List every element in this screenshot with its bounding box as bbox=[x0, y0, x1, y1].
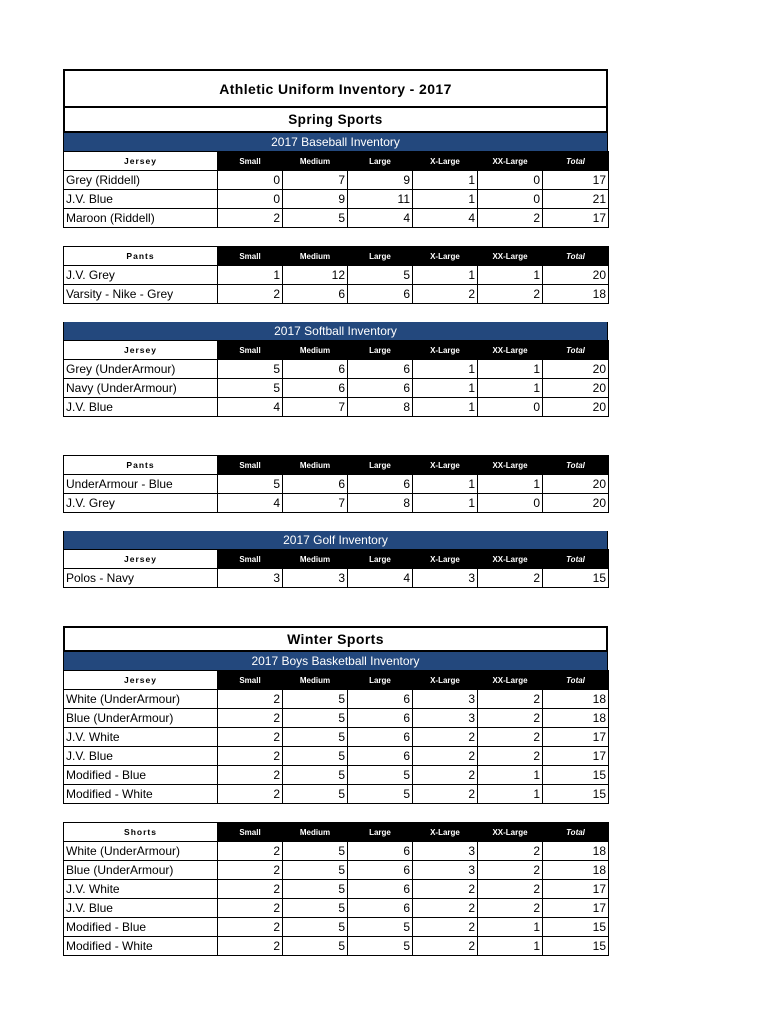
quantity-cell: 2 bbox=[413, 937, 478, 956]
quantity-cell: 6 bbox=[348, 360, 413, 379]
quantity-cell: 2 bbox=[413, 728, 478, 747]
total-cell: 17 bbox=[543, 747, 609, 766]
inventory-sheet bbox=[63, 69, 608, 956]
table-row bbox=[64, 398, 609, 417]
size-column-header: Medium bbox=[283, 152, 348, 171]
quantity-cell: 1 bbox=[218, 266, 283, 285]
quantity-cell: 1 bbox=[478, 475, 543, 494]
quantity-cell: 6 bbox=[348, 285, 413, 304]
quantity-cell: 8 bbox=[348, 398, 413, 417]
table-row bbox=[64, 899, 609, 918]
quantity-cell: 2 bbox=[218, 766, 283, 785]
quantity-cell: 5 bbox=[218, 475, 283, 494]
quantity-cell: 8 bbox=[348, 494, 413, 513]
quantity-cell: 5 bbox=[348, 785, 413, 804]
quantity-cell: 2 bbox=[218, 861, 283, 880]
quantity-cell: 1 bbox=[413, 266, 478, 285]
quantity-cell: 1 bbox=[413, 171, 478, 190]
quantity-cell: 9 bbox=[348, 171, 413, 190]
baseball-pants-table bbox=[63, 246, 609, 304]
quantity-cell: 3 bbox=[413, 690, 478, 709]
total-cell: 17 bbox=[543, 209, 609, 228]
quantity-cell: 1 bbox=[478, 266, 543, 285]
table-row bbox=[64, 861, 609, 880]
quantity-cell: 6 bbox=[348, 899, 413, 918]
quantity-cell: 2 bbox=[218, 728, 283, 747]
quantity-cell: 2 bbox=[413, 785, 478, 804]
item-column-header: Jersey bbox=[64, 152, 218, 171]
table-row bbox=[64, 266, 609, 285]
table-header-row bbox=[64, 823, 609, 842]
baseball-jersey-table bbox=[63, 151, 609, 228]
table-row bbox=[64, 766, 609, 785]
quantity-cell: 3 bbox=[283, 569, 348, 588]
total-cell: 15 bbox=[543, 785, 609, 804]
size-column-header: XX-Large bbox=[478, 341, 543, 360]
table-row bbox=[64, 785, 609, 804]
quantity-cell: 6 bbox=[283, 475, 348, 494]
size-column-header: Large bbox=[348, 152, 413, 171]
table-row bbox=[64, 360, 609, 379]
quantity-cell: 1 bbox=[478, 766, 543, 785]
quantity-cell: 5 bbox=[283, 709, 348, 728]
table-row bbox=[64, 918, 609, 937]
quantity-cell: 2 bbox=[478, 209, 543, 228]
size-column-header: X-Large bbox=[413, 823, 478, 842]
quantity-cell: 1 bbox=[478, 785, 543, 804]
table-row bbox=[64, 937, 609, 956]
quantity-cell: 4 bbox=[218, 398, 283, 417]
table-row bbox=[64, 690, 609, 709]
size-column-header: Total bbox=[543, 247, 609, 266]
quantity-cell: 6 bbox=[348, 475, 413, 494]
quantity-cell: 5 bbox=[283, 766, 348, 785]
quantity-cell: 2 bbox=[413, 880, 478, 899]
total-cell: 20 bbox=[543, 360, 609, 379]
table-row bbox=[64, 475, 609, 494]
size-column-header: Small bbox=[218, 550, 283, 569]
size-column-header: Small bbox=[218, 247, 283, 266]
size-column-header: XX-Large bbox=[478, 671, 543, 690]
item-name-cell: Varsity - Nike - Grey bbox=[64, 285, 218, 304]
item-name-cell: Blue (UnderArmour) bbox=[64, 861, 218, 880]
quantity-cell: 6 bbox=[348, 690, 413, 709]
total-cell: 17 bbox=[543, 171, 609, 190]
quantity-cell: 2 bbox=[413, 766, 478, 785]
item-name-cell: J.V. Blue bbox=[64, 398, 218, 417]
total-cell: 20 bbox=[543, 398, 609, 417]
quantity-cell: 2 bbox=[478, 899, 543, 918]
table-header-row bbox=[64, 341, 609, 360]
item-column-header: Jersey bbox=[64, 341, 218, 360]
quantity-cell: 2 bbox=[218, 842, 283, 861]
quantity-cell: 2 bbox=[218, 285, 283, 304]
item-name-cell: J.V. White bbox=[64, 728, 218, 747]
item-name-cell: J.V. Grey bbox=[64, 494, 218, 513]
size-column-header: X-Large bbox=[413, 550, 478, 569]
size-column-header: Small bbox=[218, 456, 283, 475]
table-row bbox=[64, 171, 609, 190]
basketball-shorts-table bbox=[63, 822, 609, 956]
total-cell: 17 bbox=[543, 728, 609, 747]
total-cell: 17 bbox=[543, 899, 609, 918]
item-name-cell: Grey (Riddell) bbox=[64, 171, 218, 190]
size-column-header: Small bbox=[218, 671, 283, 690]
item-name-cell: White (UnderArmour) bbox=[64, 842, 218, 861]
item-name-cell: Grey (UnderArmour) bbox=[64, 360, 218, 379]
item-name-cell: Blue (UnderArmour) bbox=[64, 709, 218, 728]
table-header-row bbox=[64, 247, 609, 266]
basketball-banner: 2017 Boys Basketball Inventory bbox=[63, 652, 608, 670]
quantity-cell: 2 bbox=[478, 861, 543, 880]
quantity-cell: 3 bbox=[218, 569, 283, 588]
quantity-cell: 6 bbox=[348, 880, 413, 899]
quantity-cell: 5 bbox=[348, 766, 413, 785]
quantity-cell: 5 bbox=[283, 747, 348, 766]
item-column-header: Jersey bbox=[64, 550, 218, 569]
table-header-row bbox=[64, 456, 609, 475]
size-column-header: Medium bbox=[283, 247, 348, 266]
quantity-cell: 2 bbox=[478, 842, 543, 861]
size-column-header: Medium bbox=[283, 671, 348, 690]
quantity-cell: 3 bbox=[413, 861, 478, 880]
quantity-cell: 6 bbox=[283, 379, 348, 398]
total-cell: 15 bbox=[543, 918, 609, 937]
size-column-header: Medium bbox=[283, 456, 348, 475]
quantity-cell: 2 bbox=[413, 918, 478, 937]
total-cell: 20 bbox=[543, 494, 609, 513]
item-name-cell: Modified - Blue bbox=[64, 766, 218, 785]
quantity-cell: 5 bbox=[283, 918, 348, 937]
quantity-cell: 5 bbox=[283, 899, 348, 918]
quantity-cell: 2 bbox=[218, 709, 283, 728]
quantity-cell: 11 bbox=[348, 190, 413, 209]
size-column-header: XX-Large bbox=[478, 823, 543, 842]
quantity-cell: 5 bbox=[283, 937, 348, 956]
quantity-cell: 1 bbox=[413, 360, 478, 379]
size-column-header: Small bbox=[218, 152, 283, 171]
table-row bbox=[64, 709, 609, 728]
size-column-header: Total bbox=[543, 823, 609, 842]
size-column-header: Medium bbox=[283, 550, 348, 569]
quantity-cell: 2 bbox=[413, 747, 478, 766]
quantity-cell: 7 bbox=[283, 494, 348, 513]
size-column-header: Total bbox=[543, 671, 609, 690]
size-column-header: Medium bbox=[283, 823, 348, 842]
size-column-header: X-Large bbox=[413, 341, 478, 360]
quantity-cell: 0 bbox=[478, 398, 543, 417]
softball-pants-table bbox=[63, 455, 609, 513]
quantity-cell: 2 bbox=[478, 880, 543, 899]
size-column-header: Small bbox=[218, 341, 283, 360]
quantity-cell: 5 bbox=[218, 379, 283, 398]
table-row bbox=[64, 209, 609, 228]
quantity-cell: 5 bbox=[283, 785, 348, 804]
quantity-cell: 1 bbox=[478, 918, 543, 937]
quantity-cell: 1 bbox=[413, 398, 478, 417]
table-row bbox=[64, 747, 609, 766]
quantity-cell: 5 bbox=[283, 842, 348, 861]
size-column-header: Large bbox=[348, 671, 413, 690]
quantity-cell: 5 bbox=[283, 880, 348, 899]
total-cell: 15 bbox=[543, 766, 609, 785]
quantity-cell: 1 bbox=[413, 475, 478, 494]
item-name-cell: White (UnderArmour) bbox=[64, 690, 218, 709]
table-row bbox=[64, 569, 609, 588]
item-name-cell: UnderArmour - Blue bbox=[64, 475, 218, 494]
total-cell: 18 bbox=[543, 861, 609, 880]
table-header-row bbox=[64, 550, 609, 569]
size-column-header: Large bbox=[348, 550, 413, 569]
page-title: Athletic Uniform Inventory - 2017 bbox=[63, 69, 608, 108]
size-column-header: Total bbox=[543, 152, 609, 171]
quantity-cell: 2 bbox=[218, 899, 283, 918]
quantity-cell: 6 bbox=[348, 747, 413, 766]
quantity-cell: 2 bbox=[478, 690, 543, 709]
quantity-cell: 5 bbox=[218, 360, 283, 379]
total-cell: 18 bbox=[543, 285, 609, 304]
quantity-cell: 6 bbox=[348, 861, 413, 880]
size-column-header: X-Large bbox=[413, 671, 478, 690]
item-name-cell: Polos - Navy bbox=[64, 569, 218, 588]
quantity-cell: 0 bbox=[478, 494, 543, 513]
item-column-header: Jersey bbox=[64, 671, 218, 690]
basketball-jersey-table bbox=[63, 670, 609, 804]
item-name-cell: J.V. White bbox=[64, 880, 218, 899]
total-cell: 18 bbox=[543, 690, 609, 709]
quantity-cell: 5 bbox=[348, 918, 413, 937]
quantity-cell: 4 bbox=[348, 209, 413, 228]
size-column-header: Total bbox=[543, 341, 609, 360]
total-cell: 17 bbox=[543, 880, 609, 899]
size-column-header: Total bbox=[543, 456, 609, 475]
size-column-header: X-Large bbox=[413, 456, 478, 475]
size-column-header: Large bbox=[348, 456, 413, 475]
total-cell: 15 bbox=[543, 937, 609, 956]
quantity-cell: 2 bbox=[218, 937, 283, 956]
quantity-cell: 2 bbox=[218, 690, 283, 709]
quantity-cell: 5 bbox=[348, 266, 413, 285]
quantity-cell: 2 bbox=[218, 918, 283, 937]
softball-jersey-table bbox=[63, 340, 609, 417]
quantity-cell: 0 bbox=[478, 190, 543, 209]
table-header-row bbox=[64, 671, 609, 690]
quantity-cell: 2 bbox=[478, 747, 543, 766]
item-column-header: Pants bbox=[64, 247, 218, 266]
total-cell: 20 bbox=[543, 266, 609, 285]
size-column-header: Large bbox=[348, 341, 413, 360]
quantity-cell: 0 bbox=[478, 171, 543, 190]
quantity-cell: 5 bbox=[283, 690, 348, 709]
table-row bbox=[64, 190, 609, 209]
table-row bbox=[64, 728, 609, 747]
quantity-cell: 2 bbox=[478, 728, 543, 747]
quantity-cell: 4 bbox=[218, 494, 283, 513]
quantity-cell: 1 bbox=[413, 494, 478, 513]
table-row bbox=[64, 880, 609, 899]
quantity-cell: 2 bbox=[413, 285, 478, 304]
size-column-header: X-Large bbox=[413, 152, 478, 171]
quantity-cell: 2 bbox=[478, 285, 543, 304]
quantity-cell: 7 bbox=[283, 398, 348, 417]
total-cell: 20 bbox=[543, 379, 609, 398]
table-row bbox=[64, 494, 609, 513]
size-column-header: X-Large bbox=[413, 247, 478, 266]
total-cell: 18 bbox=[543, 842, 609, 861]
quantity-cell: 6 bbox=[348, 842, 413, 861]
winter-sports-heading: Winter Sports bbox=[63, 626, 608, 652]
quantity-cell: 6 bbox=[348, 379, 413, 398]
baseball-banner: 2017 Baseball Inventory bbox=[63, 133, 608, 151]
size-column-header: XX-Large bbox=[478, 550, 543, 569]
quantity-cell: 5 bbox=[348, 937, 413, 956]
quantity-cell: 5 bbox=[283, 861, 348, 880]
quantity-cell: 9 bbox=[283, 190, 348, 209]
quantity-cell: 1 bbox=[478, 379, 543, 398]
table-row bbox=[64, 379, 609, 398]
quantity-cell: 6 bbox=[348, 728, 413, 747]
quantity-cell: 6 bbox=[283, 360, 348, 379]
quantity-cell: 2 bbox=[218, 209, 283, 228]
table-header-row bbox=[64, 152, 609, 171]
quantity-cell: 2 bbox=[218, 747, 283, 766]
quantity-cell: 1 bbox=[478, 937, 543, 956]
size-column-header: XX-Large bbox=[478, 247, 543, 266]
table-row bbox=[64, 285, 609, 304]
size-column-header: Medium bbox=[283, 341, 348, 360]
golf-banner: 2017 Golf Inventory bbox=[63, 531, 608, 549]
quantity-cell: 4 bbox=[413, 209, 478, 228]
softball-banner: 2017 Softball Inventory bbox=[63, 322, 608, 340]
size-column-header: Total bbox=[543, 550, 609, 569]
quantity-cell: 12 bbox=[283, 266, 348, 285]
quantity-cell: 1 bbox=[413, 379, 478, 398]
quantity-cell: 6 bbox=[283, 285, 348, 304]
quantity-cell: 3 bbox=[413, 569, 478, 588]
item-name-cell: J.V. Blue bbox=[64, 190, 218, 209]
quantity-cell: 1 bbox=[478, 360, 543, 379]
quantity-cell: 7 bbox=[283, 171, 348, 190]
quantity-cell: 5 bbox=[283, 728, 348, 747]
quantity-cell: 1 bbox=[413, 190, 478, 209]
quantity-cell: 2 bbox=[413, 899, 478, 918]
spring-sports-heading: Spring Sports bbox=[63, 108, 608, 133]
quantity-cell: 2 bbox=[218, 880, 283, 899]
total-cell: 20 bbox=[543, 475, 609, 494]
size-column-header: XX-Large bbox=[478, 456, 543, 475]
size-column-header: Large bbox=[348, 247, 413, 266]
item-name-cell: Modified - Blue bbox=[64, 918, 218, 937]
quantity-cell: 5 bbox=[283, 209, 348, 228]
size-column-header: Large bbox=[348, 823, 413, 842]
golf-jersey-table bbox=[63, 549, 609, 588]
size-column-header: Small bbox=[218, 823, 283, 842]
total-cell: 15 bbox=[543, 569, 609, 588]
quantity-cell: 4 bbox=[348, 569, 413, 588]
item-name-cell: J.V. Grey bbox=[64, 266, 218, 285]
item-name-cell: J.V. Blue bbox=[64, 899, 218, 918]
quantity-cell: 2 bbox=[218, 785, 283, 804]
item-column-header: Shorts bbox=[64, 823, 218, 842]
quantity-cell: 3 bbox=[413, 842, 478, 861]
total-cell: 21 bbox=[543, 190, 609, 209]
size-column-header: XX-Large bbox=[478, 152, 543, 171]
table-row bbox=[64, 842, 609, 861]
item-column-header: Pants bbox=[64, 456, 218, 475]
quantity-cell: 3 bbox=[413, 709, 478, 728]
item-name-cell: J.V. Blue bbox=[64, 747, 218, 766]
quantity-cell: 2 bbox=[478, 569, 543, 588]
item-name-cell: Navy (UnderArmour) bbox=[64, 379, 218, 398]
quantity-cell: 6 bbox=[348, 709, 413, 728]
quantity-cell: 2 bbox=[478, 709, 543, 728]
item-name-cell: Maroon (Riddell) bbox=[64, 209, 218, 228]
quantity-cell: 0 bbox=[218, 190, 283, 209]
total-cell: 18 bbox=[543, 709, 609, 728]
item-name-cell: Modified - White bbox=[64, 937, 218, 956]
quantity-cell: 0 bbox=[218, 171, 283, 190]
item-name-cell: Modified - White bbox=[64, 785, 218, 804]
